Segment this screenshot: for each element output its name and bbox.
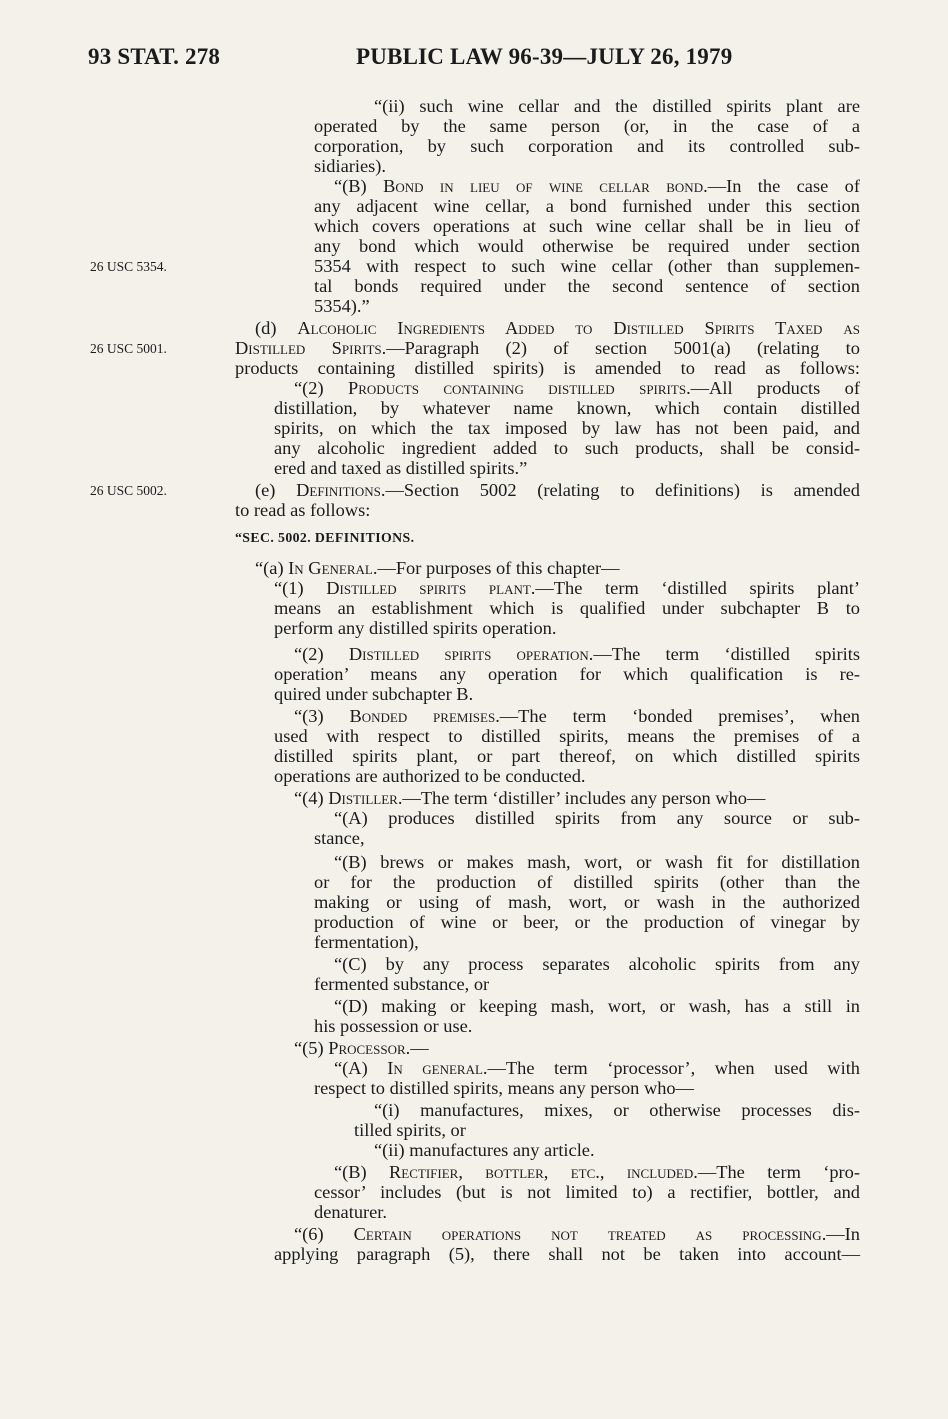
text-line: “(5) ​Processor.— xyxy=(294,1038,429,1058)
text-line: (d) ​Alcoholic Ingredients Added to Distilled Spirits Taxed as xyxy=(255,318,860,338)
text-line: fermented substance, or xyxy=(314,974,490,994)
text-line: stance, xyxy=(314,828,365,848)
text-line: respect to distilled spirits, means any person who— xyxy=(314,1078,695,1098)
text-line: any bond which would otherwise be required under section xyxy=(314,236,860,256)
run-in-heading: Products containing distilled spirits xyxy=(348,378,687,398)
text-line: “(3) ​Bonded premises.—The term ‘bonded premises’, when xyxy=(294,706,860,726)
statute-page-reference: 93 STAT. 278 xyxy=(88,44,221,69)
text-line: “(i) manufactures, mixes, or otherwise processes dis- xyxy=(374,1100,860,1120)
text-line: denaturer. xyxy=(314,1202,388,1222)
text-line: to read as follows: xyxy=(235,500,371,520)
page-header xyxy=(0,44,948,84)
text-line: used with respect to distilled spirits, means the premises of a xyxy=(274,726,860,746)
text-line: “(1) ​Distilled spirits plant.—The term ‘distilled spirits plant’ xyxy=(274,578,860,598)
run-in-heading: In general xyxy=(387,1058,483,1078)
text-line: operated by the same person (or, in the case of a xyxy=(314,116,860,136)
run-in-heading: Processor xyxy=(328,1038,406,1058)
text-line: (e) ​Definitions.—Section 5002 (relating to definitions) is amended xyxy=(255,480,860,500)
text-line: products containing distilled spirits) is amended to read as follows: xyxy=(235,358,860,378)
public-law-title: PUBLIC LAW 96-39—JULY 26, 1979 xyxy=(356,44,733,69)
margin-citation: 26 USC 5002. xyxy=(90,483,167,498)
text-line: Distilled Spirits.—Paragraph (2) of section 5001(a) (relating to xyxy=(235,338,860,358)
text-line: “(A) produces distilled spirits from any source or sub- xyxy=(334,808,860,828)
run-in-heading: Distilled spirits operation xyxy=(348,644,589,664)
text-line: “(ii) such wine cellar and the distilled spirits plant are xyxy=(374,96,860,116)
text-line: applying paragraph (5), there shall not be taken into account— xyxy=(274,1244,860,1264)
run-in-heading: Distilled spirits plant xyxy=(326,578,531,598)
text-line: “(ii) manufactures any article. xyxy=(374,1140,595,1160)
text-line: distilled spirits plant, or part thereof, on which distilled spirits xyxy=(274,746,860,766)
text-line: his possession or use. xyxy=(314,1016,473,1036)
run-in-heading: Rectifier, bottler, etc., included xyxy=(389,1162,694,1182)
run-in-heading: Bonded premises xyxy=(349,706,496,726)
text-line: production of wine or beer, or the production of vinegar by xyxy=(314,912,860,932)
text-line: “(D) making or keeping mash, wort, or wash, has a still in xyxy=(334,996,860,1016)
text-line: operations are authorized to be conducted. xyxy=(274,766,586,786)
text-line: or for the production of distilled spirits (other than the xyxy=(314,872,860,892)
text-line: distillation, by whatever name known, which contain distilled xyxy=(274,398,860,418)
text-line: sidiaries). xyxy=(314,156,387,176)
text-line: making or using of mash, wort, or wash in the authorized xyxy=(314,892,860,912)
text-line: operation’ means any operation for which qualification is re- xyxy=(274,664,860,684)
text-line: ered and taxed as distilled spirits.” xyxy=(274,458,528,478)
text-line: “(A) ​In general.—The term ‘processor’, when used with xyxy=(334,1058,860,1078)
text-line: “(2) ​Products containing distilled spirits.—All products of xyxy=(294,378,860,398)
text-line: “(C) by any process separates alcoholic spirits from any xyxy=(334,954,860,974)
section-heading: “SEC. 5002. DEFINITIONS. xyxy=(235,530,415,545)
text-line: “(6) ​Certain operations not treated as processing.—In xyxy=(294,1224,860,1244)
text-line: 5354).” xyxy=(314,296,370,316)
run-in-heading: Distilled Spirits xyxy=(235,338,382,358)
text-line: any adjacent wine cellar, a bond furnished under this section xyxy=(314,196,860,216)
run-in-heading: Certain operations not treated as processing xyxy=(353,1224,822,1244)
text-line: “(2) ​Distilled spirits operation.—The term ‘distilled spirits xyxy=(294,644,860,664)
run-in-heading: Definitions xyxy=(296,480,381,500)
text-line: “(B) brews or makes mash, wort, or wash fit for distillation xyxy=(334,852,860,872)
text-line: quired under subchapter B. xyxy=(274,684,474,704)
text-line: 5354 with respect to such wine cellar (other than supplemen- xyxy=(314,256,860,276)
run-in-heading: In General xyxy=(288,558,373,578)
text-line: spirits, on which the tax imposed by law has not been paid, and xyxy=(274,418,860,438)
text-line: “(B) ​Bond in lieu of wine cellar bond.—In the case of xyxy=(334,176,860,196)
margin-citation: 26 USC 5354. xyxy=(90,259,167,274)
text-line: “(a) ​In General.—For purposes of this chapter— xyxy=(255,558,620,578)
text-line: means an establishment which is qualified under subchapter B to xyxy=(274,598,860,618)
text-line: corporation, by such corporation and its controlled sub- xyxy=(314,136,860,156)
text-line: any alcoholic ingredient added to such products, shall be consid- xyxy=(274,438,860,458)
margin-citation: 26 USC 5001. xyxy=(90,341,167,356)
text-line: perform any distilled spirits operation. xyxy=(274,618,557,638)
text-line: “(B) ​Rectifier, bottler, etc., included.—The term ‘pro- xyxy=(334,1162,861,1182)
run-in-heading: Bond in lieu of wine cellar bond xyxy=(383,176,704,196)
text-line: cessor’ includes (but is not limited to) a rectifier, bottler, and xyxy=(314,1182,860,1202)
text-line: fermentation), xyxy=(314,932,419,952)
text-line: “(4) ​Distiller.—The term ‘distiller’ includes any person who— xyxy=(294,788,766,808)
text-line: tilled spirits, or xyxy=(354,1120,466,1140)
text-line: tal bonds required under the second sentence of section xyxy=(314,276,860,296)
run-in-heading: Distiller xyxy=(328,788,398,808)
run-in-heading: Alcoholic Ingredients Added to Distilled Spirits Taxed as xyxy=(297,318,860,338)
text-line: which covers operations at such wine cellar shall be in lieu of xyxy=(314,216,860,236)
